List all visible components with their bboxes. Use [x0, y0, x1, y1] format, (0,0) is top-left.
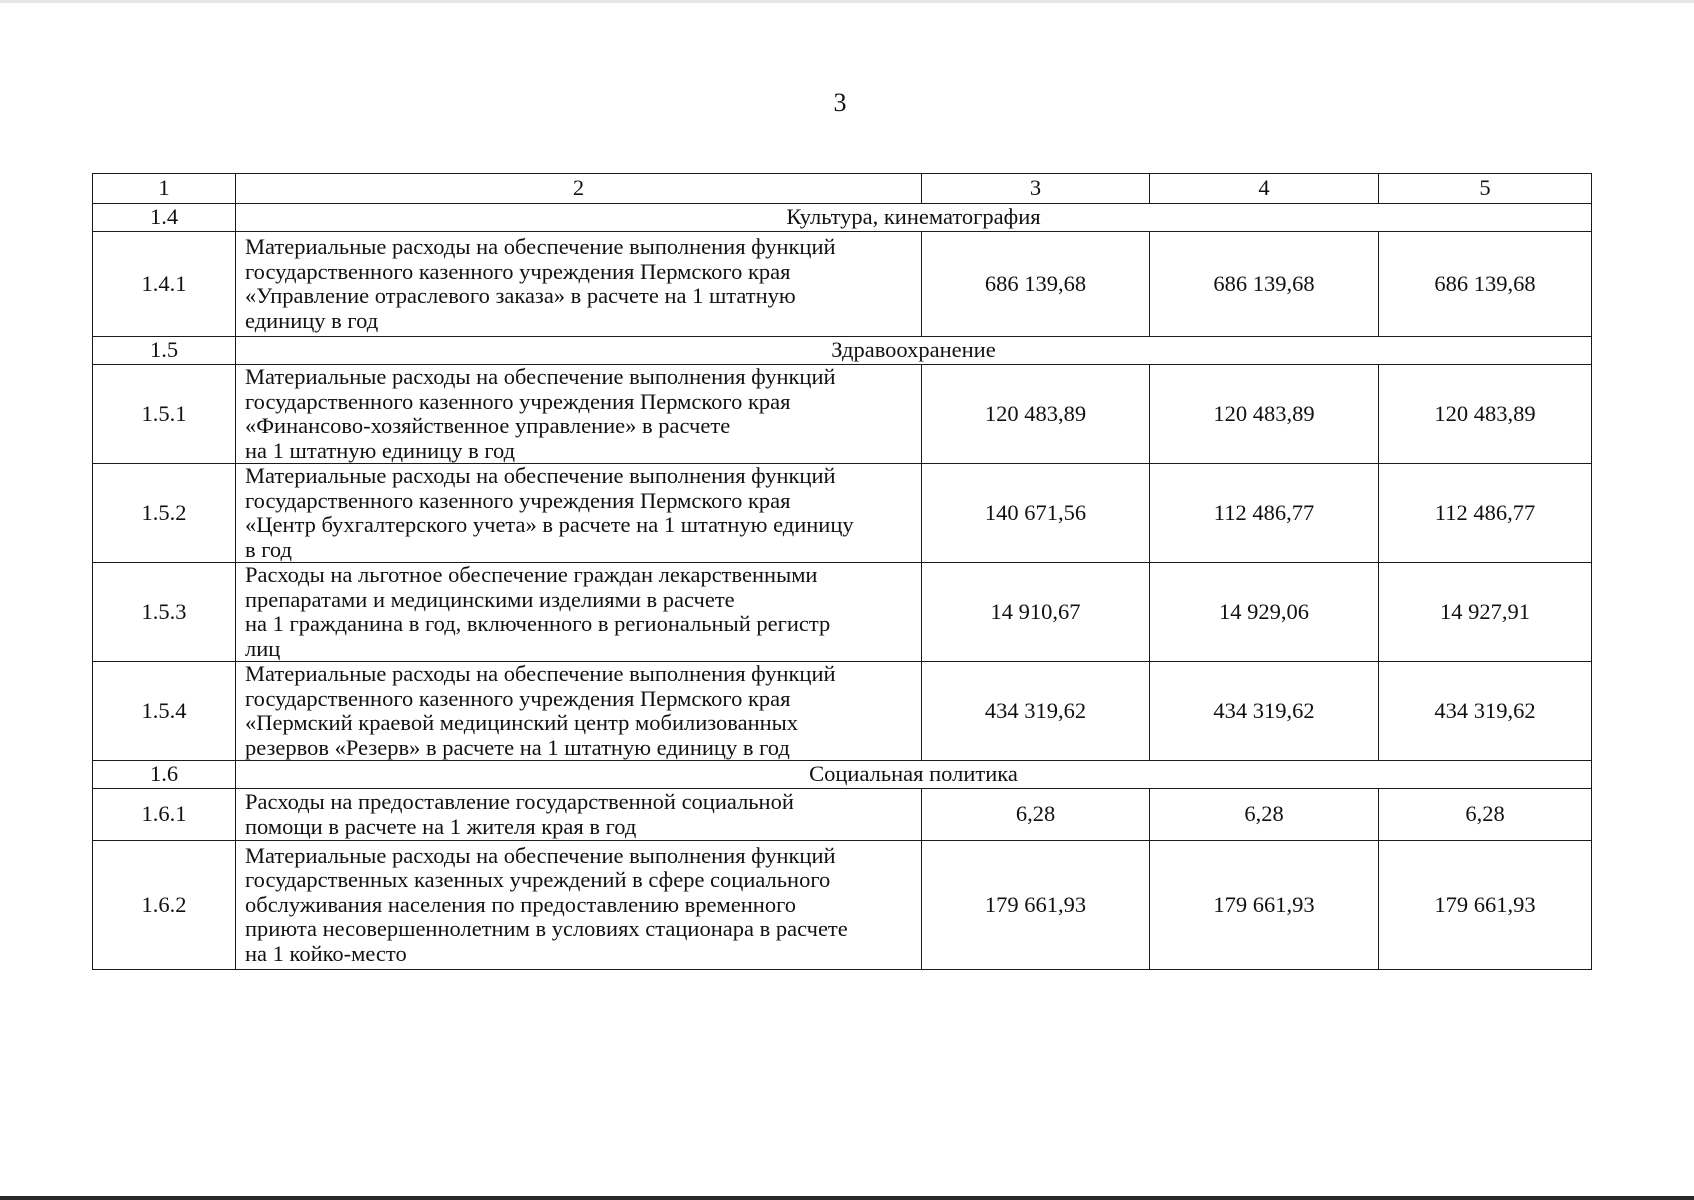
- section-number: 1.6: [93, 761, 236, 789]
- value-col-3: 140 671,56: [922, 464, 1150, 563]
- row-description: [236, 563, 922, 662]
- row-number: 1.5.4: [93, 662, 236, 761]
- value-col-3: 686 139,68: [922, 232, 1150, 337]
- description-line: Материальные расходы на обеспечение выполнения функций: [245, 234, 836, 259]
- description-line: Материальные расходы на обеспечение выполнения функций: [245, 463, 836, 488]
- column-number-4: 4: [1150, 174, 1379, 204]
- description-line: обслуживания населения по предоставлению временного: [245, 891, 796, 917]
- row-number: 1.5.1: [93, 365, 236, 464]
- description-line: единицу в год: [245, 307, 379, 333]
- value-col-3: 6,28: [922, 789, 1150, 841]
- value-col-5: 14 927,91: [1379, 563, 1592, 662]
- row-description: [236, 789, 922, 841]
- section-title: Социальная политика: [236, 761, 1592, 789]
- value-col-3: 179 661,93: [922, 841, 1150, 970]
- description-line: лиц: [245, 635, 281, 661]
- page-number: 3: [833, 88, 847, 117]
- row-number: 1.5.2: [93, 464, 236, 563]
- value-col-5: 120 483,89: [1379, 365, 1592, 464]
- table-row: [93, 232, 1592, 337]
- description-line: государственного казенного учреждения Пермского края: [245, 487, 791, 513]
- row-description: [236, 464, 922, 563]
- scan-top-edge: [0, 0, 1694, 3]
- column-number-5: 5: [1379, 174, 1592, 204]
- value-col-3: 14 910,67: [922, 563, 1150, 662]
- row-description: [236, 662, 922, 761]
- description-line: помощи в расчете на 1 жителя края в год: [245, 813, 637, 839]
- description-line: приюта несовершеннолетним в условиях стационара в расчете: [245, 916, 848, 942]
- value-col-4: 120 483,89: [1150, 365, 1379, 464]
- description-line: государственного казенного учреждения Пермского края: [245, 258, 791, 284]
- description-line: «Управление отраслевого заказа» в расчете на 1 штатную: [245, 283, 796, 308]
- row-description: [236, 232, 922, 337]
- description-line: Расходы на льготное обеспечение граждан лекарственными: [245, 562, 818, 587]
- section-number: 1.5: [93, 337, 236, 365]
- description-line: «Центр бухгалтерского учета» в расчете на 1 штатную единицу: [245, 512, 854, 537]
- scan-bottom-edge: [0, 1196, 1694, 1200]
- description-line: государственного казенного учреждения Пермского края: [245, 388, 791, 414]
- table-row: [93, 789, 1592, 841]
- description-line: «Пермский краевой медицинский центр мобилизованных: [245, 710, 799, 735]
- column-number-2: 2: [236, 174, 922, 204]
- table-row: [93, 563, 1592, 662]
- section-title: Культура, кинематография: [236, 204, 1592, 232]
- row-description: [236, 841, 922, 970]
- description-line: на 1 гражданина в год, включенного в региональный регистр: [245, 611, 831, 636]
- value-col-4: 434 319,62: [1150, 662, 1379, 761]
- description-line: препаратами и медицинскими изделиями в расчете: [245, 586, 735, 612]
- section-number: 1.4: [93, 204, 236, 232]
- table-row: [93, 464, 1592, 563]
- value-col-4: 179 661,93: [1150, 841, 1379, 970]
- value-col-4: 112 486,77: [1150, 464, 1379, 563]
- description-line: Материальные расходы на обеспечение выполнения функций: [245, 842, 836, 868]
- section-title: Здравоохранение: [236, 337, 1592, 365]
- description-line: Материальные расходы на обеспечение выполнения функций: [245, 661, 836, 686]
- value-col-5: 112 486,77: [1379, 464, 1592, 563]
- value-col-3: 120 483,89: [922, 365, 1150, 464]
- value-col-5: 686 139,68: [1379, 232, 1592, 337]
- row-number: 1.6.2: [93, 841, 236, 970]
- column-number-1: 1: [93, 174, 236, 204]
- column-number-row: [93, 174, 1592, 204]
- table-row: [93, 841, 1592, 970]
- row-number: 1.5.3: [93, 563, 236, 662]
- value-col-5: 179 661,93: [1379, 841, 1592, 970]
- description-line: резервов «Резерв» в расчете на 1 штатную единицу в год: [245, 734, 790, 760]
- section-row: [93, 337, 1592, 365]
- value-col-5: 6,28: [1379, 789, 1592, 841]
- description-line: на 1 койко-место: [245, 940, 407, 966]
- description-line: государственного казенного учреждения Пермского края: [245, 685, 791, 711]
- description-line: «Финансово-хозяйственное управление» в расчете: [245, 413, 731, 438]
- value-col-5: 434 319,62: [1379, 662, 1592, 761]
- row-description: [236, 365, 922, 464]
- description-line: Материальные расходы на обеспечение выполнения функций: [245, 364, 836, 389]
- description-line: Расходы на предоставление государственной социальной: [245, 789, 794, 814]
- budget-norms-table: [92, 173, 1592, 970]
- description-line: в год: [245, 536, 292, 562]
- column-number-3: 3: [922, 174, 1150, 204]
- section-row: [93, 204, 1592, 232]
- value-col-4: 14 929,06: [1150, 563, 1379, 662]
- row-number: 1.6.1: [93, 789, 236, 841]
- value-col-4: 686 139,68: [1150, 232, 1379, 337]
- description-line: на 1 штатную единицу в год: [245, 437, 516, 463]
- description-line: государственных казенных учреждений в сфере социального: [245, 867, 831, 893]
- value-col-4: 6,28: [1150, 789, 1379, 841]
- table-row: [93, 365, 1592, 464]
- row-number: 1.4.1: [93, 232, 236, 337]
- table-row: [93, 662, 1592, 761]
- value-col-3: 434 319,62: [922, 662, 1150, 761]
- section-row: [93, 761, 1592, 789]
